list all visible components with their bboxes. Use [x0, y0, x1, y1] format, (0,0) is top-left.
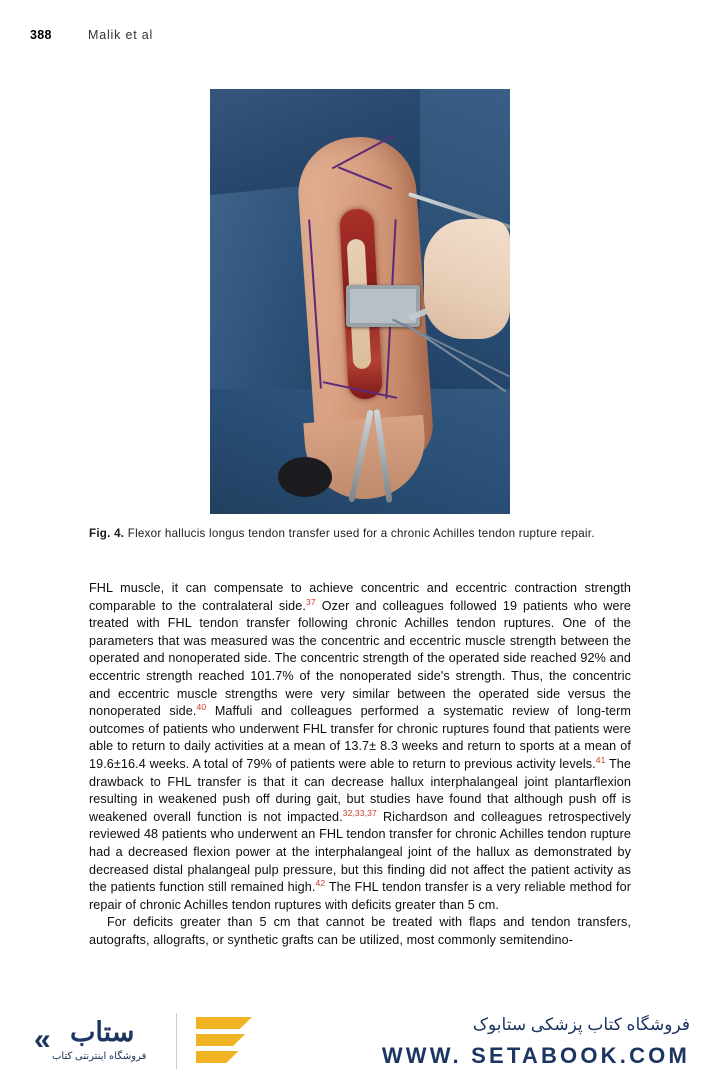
setabook-logo [34, 1015, 154, 1069]
mark-bar [196, 1051, 252, 1063]
footer-divider [176, 1013, 177, 1069]
body-text-column [89, 580, 631, 949]
logo-title-fa: ستاب [70, 1017, 135, 1047]
surgical-clamp [328, 409, 418, 505]
citation-ref: 40 [196, 701, 207, 712]
surgical-retractor [346, 285, 420, 327]
page-number: 388 [30, 28, 52, 42]
citation-ref: 41 [595, 754, 606, 765]
footer-url[interactable]: WWW. SETABOOK.COM [381, 1043, 690, 1068]
figure-label: Fig. 4. [89, 527, 125, 540]
figure-caption-text: Flexor hallucis longus tendon transfer used for a chronic Achilles tendon rupture repair. [127, 527, 595, 540]
figure-block [89, 89, 631, 542]
citation-ref: 37 [305, 596, 316, 607]
mark-bar [196, 1017, 252, 1029]
footer-tagline-fa: فروشگاه کتاب پزشکی ستابوک [472, 1015, 690, 1034]
figure-image-surgical-photo [210, 89, 510, 514]
body-span: The FHL tendon transfer is a very reliable method for repair of chronic Achilles tendon ruptures with deficits greater than 5 cm. [89, 880, 631, 912]
body-span: FHL muscle, it can compensate to achieve concentric and eccentric contraction strength comparable to the contralateral side. [89, 581, 631, 613]
body-span: Ozer and colleagues followed 19 patients who were treated with FHL tendon transfer following chronic Achilles tendon ruptures. One of the parameters that was measured was the concentric and eccentric muscle strength between the operated and nonoperated side. The concentric strength of the operated side reached 92% and eccentric strength reached 101.7% of the nonoperated side's strength. Thus, the concentric and eccentric muscle strengths were very similar between the operated side versus the nonoperated side. [89, 598, 632, 719]
logo-subtitle-fa: فروشگاه اینترنتی کتاب [52, 1051, 147, 1062]
running-head [0, 28, 720, 50]
surgeon-hand [424, 219, 510, 339]
footer-watermark-band [0, 1000, 720, 1081]
chevrons-icon: « [34, 1023, 47, 1056]
mark-bar [196, 1034, 252, 1046]
citation-ref: 32,33,37 [342, 807, 377, 818]
body-span: Richardson and colleagues retrospectively reviewed 48 patients who underwent an FHL tendon transfer for chronic Achilles tendon rupture had a decreased flexion power at the interphalangeal joint of the hallux as demonstrated by decreased distal phalangeal pulp pressure, but this finding did not affect the patient activity as the patients function still remained high. [89, 809, 631, 895]
body-paragraph-1 [89, 580, 631, 914]
surgical-sponge [278, 457, 332, 497]
body-span: The drawback to FHL transfer is that it can decrease hallux interphalangeal joint plantarflexion resulting in weakened push off during gait, but studies have found that although push off is weakened overall function is not impacted. [89, 756, 632, 824]
running-head-authors: Malik et al [88, 28, 154, 42]
citation-ref: 42 [315, 877, 326, 888]
gold-chevron-mark-icon [196, 1015, 252, 1067]
body-paragraph-2: For deficits greater than 5 cm that cannot be treated with flaps and tendon transfers, autografts, allografts, or synthetic grafts can be utilized, most commonly semitendino- [89, 915, 631, 947]
body-span: Maffuli and colleagues performed a systematic review of long-term outcomes of patients who underwent FHL transfer for chronic ruptures found that patients were able to return to daily activities at a mean of 13.7± 8.3 weeks and return to sports at a mean of 19.6±16.4 weeks. A total of 79% of patients were able to return to previous activity levels. [89, 704, 632, 771]
figure-caption [89, 526, 631, 542]
